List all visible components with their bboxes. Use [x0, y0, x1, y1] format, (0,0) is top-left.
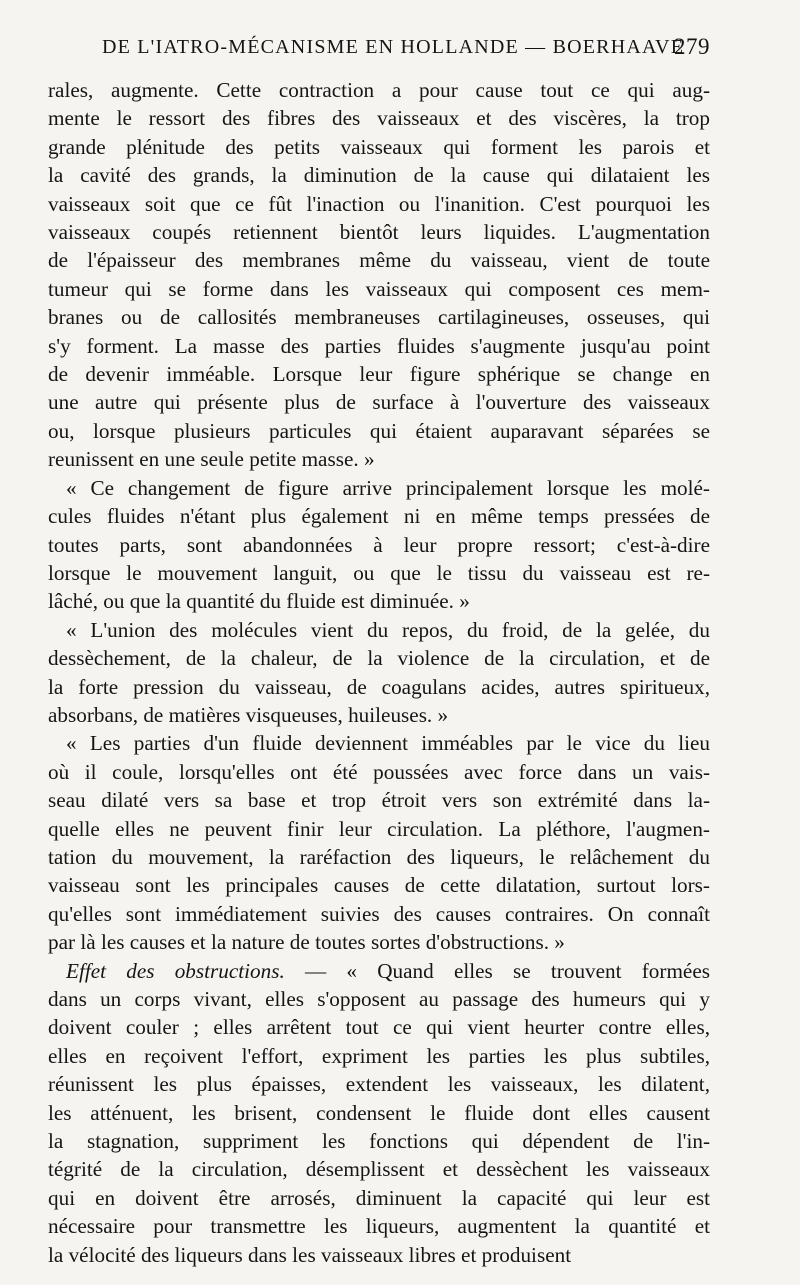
- text-line: cules fluides n'étant plus également ni en même temps pressées de: [48, 504, 710, 529]
- text-line: grande plénitude des petits vaisseaux qui forment les parois et: [48, 134, 710, 159]
- body-text: [48, 76, 710, 1269]
- text-line: mente le ressort des fibres des vaisseaux et des viscères, la trop: [48, 106, 710, 131]
- text-line: s'y forment. La masse des parties fluides s'augmente jusqu'au point: [48, 333, 710, 358]
- text-line: ou, lorsque plusieurs particules qui étaient auparavant séparées se: [48, 418, 710, 443]
- text-line: [48, 957, 710, 985]
- text-line: nécessaire pour transmettre les liqueurs, augmentent la quantité et: [48, 1214, 710, 1239]
- text-line: une autre qui présente plus de surface à l'ouverture des vaisseaux: [48, 390, 710, 415]
- text-line: lorsque le mouvement languit, ou que le tissu du vaisseau est re-: [48, 560, 710, 585]
- text-line: de l'épaisseur des membranes même du vaisseau, vient de toute: [48, 248, 710, 273]
- text-line: tégrité de la circulation, désemplissent et dessèchent les vaisseaux: [48, 1157, 710, 1182]
- text-line: la cavité des grands, la diminution de la cause qui dilataient les: [48, 163, 710, 188]
- text-line: rales, augmente. Cette contraction a pour cause tout ce qui aug-: [48, 78, 710, 102]
- text-line: toutes parts, sont abandonnées à leur propre ressort; c'est-à-dire: [48, 532, 710, 557]
- text-line: vaisseaux coupés retiennent bientôt leurs liquides. L'augmentation: [48, 220, 710, 245]
- text-line: dans un corps vivant, elles s'opposent au passage des humeurs qui y: [48, 987, 710, 1011]
- text-line: « Les parties d'un fluide deviennent imméables par le vice du lieu: [66, 731, 710, 756]
- text-line: la forte pression du vaisseau, de coagulans acides, autres spiritueux,: [48, 674, 710, 699]
- text-line: reunissent en une seule petite masse. »: [48, 447, 375, 472]
- text-line: qu'elles sont immédiatement suivies des causes contraires. On connaît: [48, 901, 710, 926]
- text-line: doivent couler ; elles arrêtent tout ce qui vient heurter contre elles,: [48, 1015, 710, 1040]
- text-line: dessèchement, de la chaleur, de la violence de la circulation, et de: [48, 646, 710, 671]
- text-line: elles en reçoivent l'effort, expriment les parties les plus subtiles,: [48, 1043, 710, 1068]
- text-line: quelle elles ne peuvent finir leur circulation. La pléthore, l'augmen-: [48, 816, 710, 841]
- section-lead: Effet des obstructions.: [66, 958, 285, 983]
- paragraph: [48, 76, 710, 474]
- text-line: « L'union des molécules vient du repos, du froid, de la gelée, du: [66, 617, 710, 642]
- text-line: vaisseaux soit que ce fût l'inaction ou l'inanition. C'est pourquoi les: [48, 191, 710, 216]
- text-line: seau dilaté vers sa base et trop étroit vers son extrémité dans la-: [48, 788, 710, 813]
- paragraph: [48, 729, 710, 956]
- text-line: branes ou de callosités membraneuses cartilagineuses, osseuses, qui: [48, 305, 710, 330]
- text-line: où il coule, lorsqu'elles ont été poussées avec force dans un vais-: [48, 759, 710, 784]
- paragraph: [48, 474, 710, 616]
- line-text: — « Quand elles se trouvent formées: [284, 958, 710, 983]
- text-line: par là les causes et la nature de toutes sortes d'obstructions. »: [48, 930, 565, 955]
- text-line: qui en doivent être arrosés, diminuent la capacité qui leur est: [48, 1185, 710, 1210]
- text-line: tumeur qui se forme dans les vaisseaux qui composent ces mem-: [48, 276, 710, 301]
- text-line: vaisseau sont les principales causes de cette dilatation, surtout lors-: [48, 873, 710, 898]
- running-title: DE L'IATRO-MÉCANISME EN HOLLANDE — BOERHAAVE: [102, 36, 685, 58]
- paragraph: [48, 957, 710, 1269]
- text-line: tation du mouvement, la raréfaction des liqueurs, le relâchement du: [48, 844, 710, 869]
- text-line: la vélocité des liqueurs dans les vaisseaux libres et produisent: [48, 1242, 572, 1267]
- page-number: 279: [674, 34, 710, 59]
- text-line: les atténuent, les brisent, condensent le fluide dont elles causent: [48, 1100, 710, 1125]
- text-line: absorbans, de matières visqueuses, huileuses. »: [48, 702, 449, 727]
- text-line: « Ce changement de figure arrive principalement lorsque les molé-: [66, 475, 710, 500]
- text-line: réunissent les plus épaisses, extendent les vaisseaux, les dilatent,: [48, 1072, 710, 1097]
- running-head: [48, 36, 710, 66]
- text-line: lâché, ou que la quantité du fluide est diminuée. »: [48, 589, 470, 614]
- text-line: la stagnation, suppriment les fonctions qui dépendent de l'in-: [48, 1129, 710, 1154]
- paragraph: [48, 616, 710, 730]
- text-line: de devenir imméable. Lorsque leur figure sphérique se change en: [48, 362, 710, 387]
